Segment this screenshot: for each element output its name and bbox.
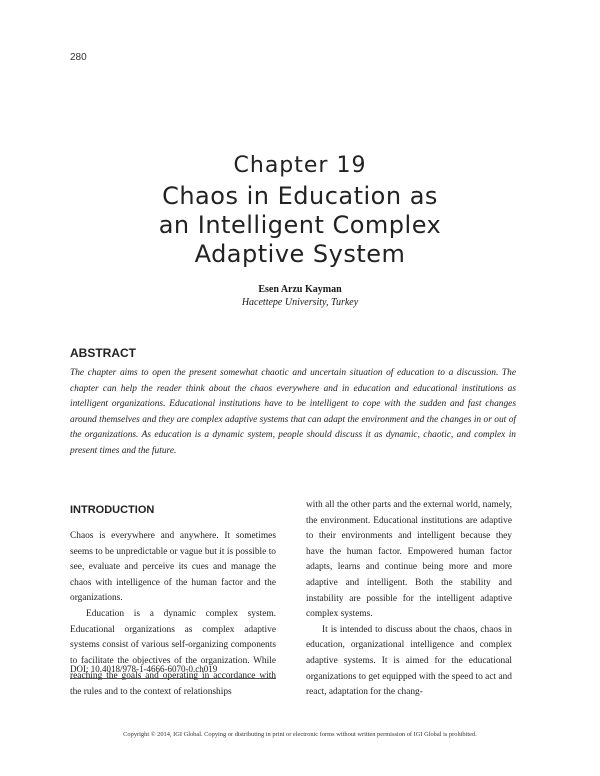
paragraph: Education is a dynamic complex system. Educational organizations as complex adaptive systems consist of various self-organizing components to facilitate the objectives of the organization. While reaching the goals and operating in accordance with the rules and to the context of relationships — [70, 608, 276, 697]
body-column-left — [70, 529, 276, 701]
copyright-notice: Copyright © 2014, IGI Global. Copying or distributing in print or electronic forms without written permission of IGI Global is prohibited. — [123, 731, 477, 738]
chapter-title — [0, 182, 600, 269]
footnote-divider — [70, 678, 276, 679]
abstract-heading: ABSTRACT — [70, 346, 136, 360]
author-name: Esen Arzu Kayman — [258, 284, 342, 295]
paragraph: It is intended to discuss about the chaos, chaos in education, organizational intelligence and complex adaptive systems. It is aimed for the educational organizations to get equipped with the speed to act and react, adaptation for the chang- — [306, 624, 512, 698]
abstract-text: The chapter aims to open the present somewhat chaotic and uncertain situation of education to a discussion. The chapter can help the reader think about the chaos everywhere and in education and educational institutions as intelligent organizations. Educational institutions have to be intelligent to cope with the sudden and fast changes around themselves and they are complex adaptive systems that can adapt the environment and the changes in or out of the organizations. As education is a dynamic system, people should discuss it as dynamic, chaotic, and complex in present times and the future. — [70, 368, 516, 456]
author-affiliation: Hacettepe University, Turkey — [241, 297, 359, 308]
body-column-right — [306, 498, 512, 701]
page-number: 280 — [70, 52, 87, 63]
chapter-title-line-2: an Intelligent Complex — [158, 211, 442, 239]
chapter-title-line-1: Chaos in Education as — [162, 182, 438, 210]
chapter-label: Chapter 19 — [233, 153, 367, 178]
paragraph: Chaos is everywhere and anywhere. It sometimes seems to be unpredictable or vague but it is possible to see, evaluate and perceive its cues and manage the chaos with intelligence of the human factor and the organizations. — [70, 531, 276, 604]
chapter-title-line-3: Adaptive System — [194, 240, 406, 268]
doi-footnote: DOI: 10.4018/978-1-4666-6070-0.ch019 — [70, 664, 218, 674]
introduction-heading: INTRODUCTION — [70, 504, 155, 516]
paragraph: with all the other parts and the external world, namely, the environment. Educational institutions are adaptive to their environments and intelligent because they have the human factor. Empowered human factor adapts, learns and continue being more and more adaptive and intelligent. Both the stability and instability are possible for the intelligent adaptive complex systems. — [306, 500, 512, 620]
